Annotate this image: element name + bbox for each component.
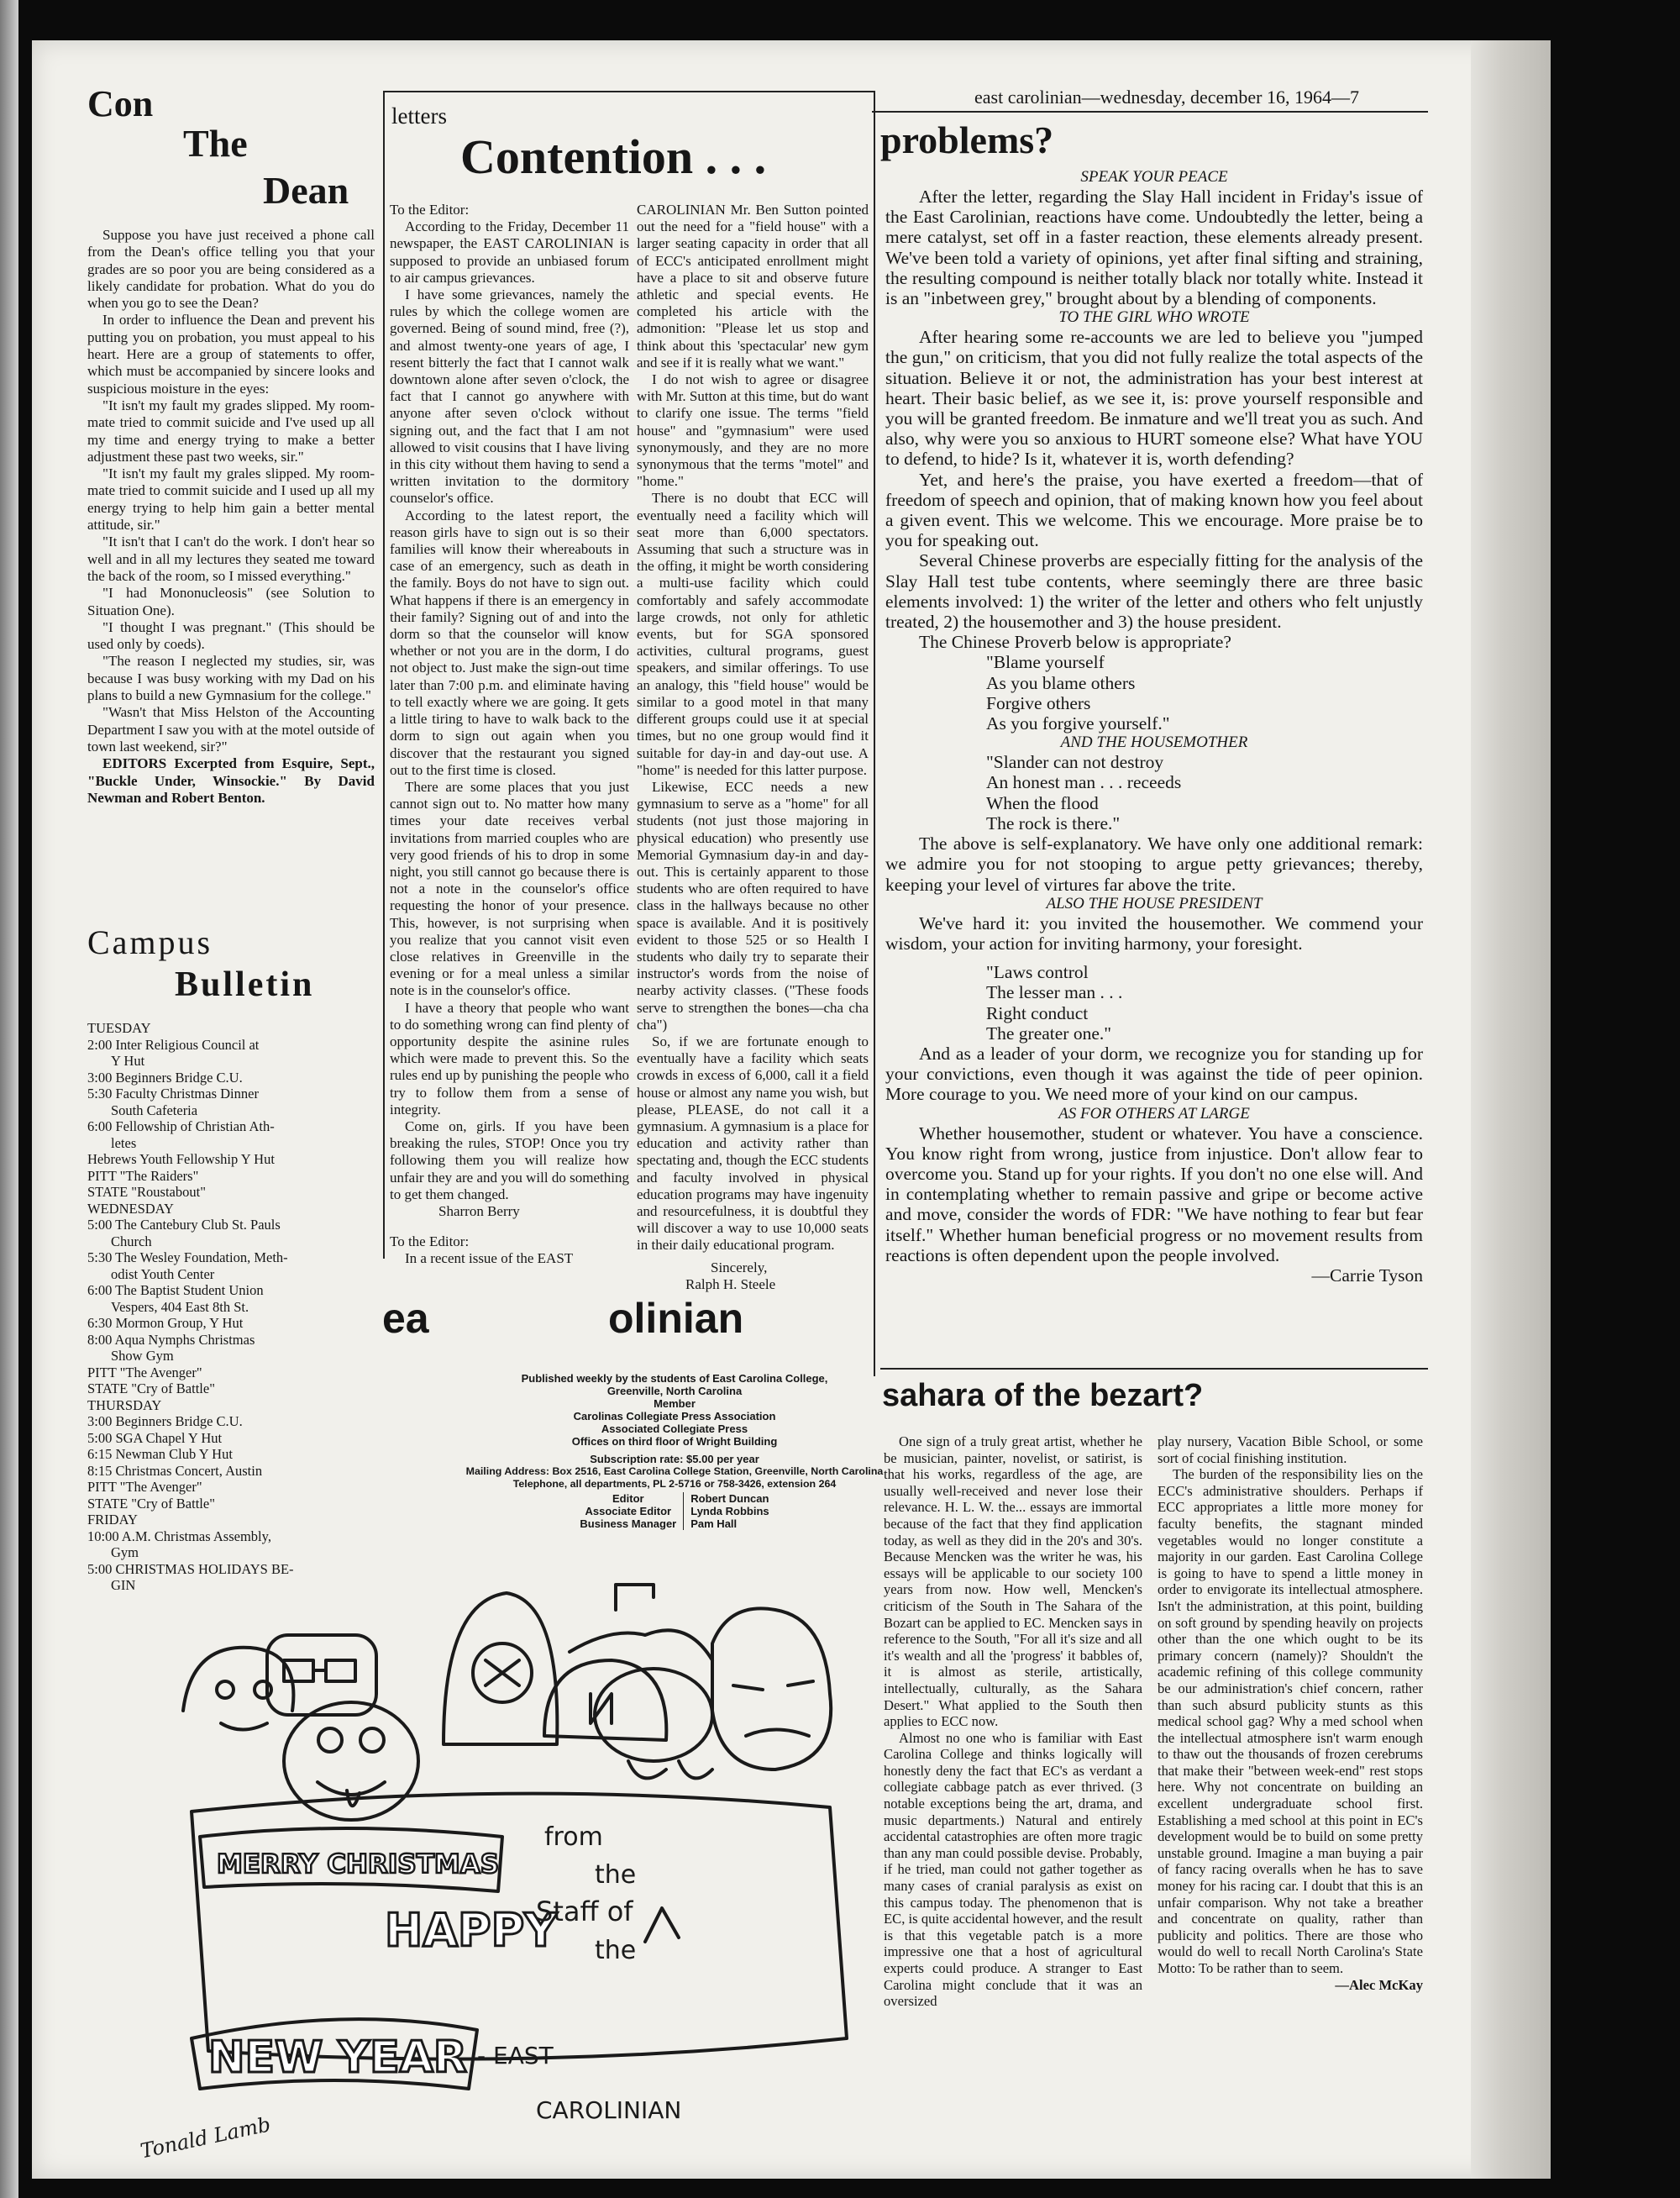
problems-paragraph: Several Chinese proverbs are especially fitting for the analysis of the Slay Hall test tube contents, where seemingly there are three basic elements involved: 1) the writer of the letter and others who felt unjustly treated, 2) the housemother and 3) the house president. bbox=[885, 550, 1423, 633]
staff-role: Editor bbox=[612, 1492, 644, 1505]
dean-paragraph: "It isn't my fault my grades slipped. My room-mate tried to commit suicide and I've used up all my time and energy trying to make a better adjustment these past two weeks, sir." bbox=[87, 397, 375, 465]
letter-paragraph: Likewise, ECC needs a new gymnasium to serve as a "home" for all students (not just those majoring in physical education) who presently use Memorial Gymnasium day-in and day-out. This is certainly apparent to those students who are often required to have class in the hallways because no other space is available. And it is positively evident to those 525 or so Health I students who daily try to separate their instructor's words from the noise of nearby activity classes. ("These foods serve to strengthen the bones—cha cha cha") bbox=[637, 778, 869, 1033]
masthead-line: Mailing Address: Box 2516, East Carolina College Station, Greenville, North Carolina bbox=[465, 1465, 884, 1477]
section-head: AND THE HOUSEMOTHER bbox=[1060, 734, 1248, 752]
verse-line: As you forgive yourself." bbox=[986, 713, 1170, 734]
cartoon-happy: HAPPY bbox=[385, 1904, 558, 1957]
letters-kicker: letters bbox=[391, 103, 447, 129]
verse-line: As you blame others bbox=[986, 672, 1136, 693]
section-body bbox=[885, 913, 1423, 954]
problems-paragraph: We've hard it: you invited the housemother. We commend your wisdom, your action for inviting harmony, your foresight. bbox=[885, 912, 1423, 954]
letter-paragraph: CAROLINIAN Mr. Ben Sutton pointed out the need for a "field house" with a larger seating capacity in order that all of ECC's anticipated enrollment might have a place to sit and observe future athletic and special events. He completed his article with the admonition: "Please let us stop and think about this 'spectacular' new gym and see if it is really what we want." bbox=[637, 202, 869, 371]
bulletin-item: Gym bbox=[111, 1544, 139, 1560]
staff-name: Robert Duncan bbox=[690, 1492, 769, 1505]
bulletin-item: 5:00 SGA Chapel Y Hut bbox=[87, 1429, 223, 1446]
section-body bbox=[885, 1044, 1423, 1105]
bulletin-day: WEDNESDAY bbox=[87, 1200, 174, 1217]
letter-paragraph: There are some places that you just cannot sign out to. No matter how many times your date receives verbal invitations from married couples who are very good friends of his to drop in some night, you still cannot go because there is not a note in the counselor's office requesting the honor of your presence. This, however, is not surprising when you realize that you cannot visit even close relatives in Greenville in the evening or for a meal unless a similar note is in the counselor's office. bbox=[390, 778, 629, 999]
newspaper-page bbox=[32, 40, 1551, 2179]
letter-two bbox=[637, 202, 869, 1293]
dean-paragraph: "The reason I neglected my studies, sir, was because I was busy working with my Dad on his plans to build a new Gymnasium for the college." bbox=[87, 653, 375, 704]
masthead-line: Greenville, North Carolina bbox=[606, 1385, 743, 1397]
letter-paragraph: I have a theory that people who want to do something wrong can find plenty of opportunity despite the asinine rules which were made to prevent this. So the rules end up by punishing the people who try to follow them from a sense of integrity. bbox=[390, 999, 629, 1117]
dean-paragraph: "I thought I was pregnant." (This should be used only by coeds). bbox=[87, 618, 375, 653]
dean-title-line2: Dean bbox=[263, 169, 349, 212]
bulletin-item: Church bbox=[111, 1233, 152, 1249]
bulletin-item: PITT "The Avenger" bbox=[87, 1479, 202, 1495]
masthead-logo-left: ea bbox=[382, 1295, 429, 1342]
bulletin-item: 2:00 Inter Religious Council at bbox=[87, 1036, 260, 1053]
page-gutter-shadow bbox=[0, 0, 18, 2198]
letter-one bbox=[390, 202, 629, 1268]
page-folio: east carolinian—wednesday, december 16, 1964—7 bbox=[974, 87, 1359, 108]
bulletin-day: FRIDAY bbox=[87, 1512, 138, 1528]
section-body bbox=[885, 833, 1423, 895]
left-kicker: Con bbox=[87, 83, 154, 124]
bulletin-item: 5:30 Faculty Christmas Dinner bbox=[87, 1086, 259, 1102]
bulletin-item: letes bbox=[111, 1134, 137, 1151]
section-head: ALSO THE HOUSE PRESIDENT bbox=[1046, 894, 1263, 912]
letter-salutation: To the Editor: bbox=[390, 202, 470, 218]
problems-title: problems? bbox=[880, 118, 1054, 161]
problems-paragraph: The above is self-explanatory. We have only one additional remark: we admire you for not stooping to argue petty grievances; thereby, keeping your level of virtures far above the trite. bbox=[885, 833, 1423, 895]
staff-role: Business Manager bbox=[580, 1517, 677, 1530]
cartoon-figure-n-helmet bbox=[544, 1660, 666, 1740]
bulletin-item: GIN bbox=[111, 1577, 136, 1593]
verse-line: The greater one." bbox=[986, 1023, 1112, 1044]
verse-line: "Slander can not destroy bbox=[986, 752, 1164, 773]
letter-paragraph: According to the latest report, the reason girls have to sign out is so their families will know their whereabouts in case of an emergency, such as death in the family. Boys do not have to sign out. What happens if there is an emergency in their family? Signing out of and into the dorm so that the counselor will know whether or not you are in the dorm, I do not object to. Just make the sign-out time later than 7:00 p.m. and eliminate having to tell exactly where we are going. It gets a little tiring to have to walk back to the dorm to sign out again when you discover that the restaurant you signed out to the first time is closed. bbox=[390, 507, 629, 778]
problems-paragraph: Whether housemother, student or whatever. You have a conscience. You know right from wrong, justice from injustice. Don't allow fear to overcome you. Stand up for your rights. If you don't no one else will. And in contemplating whether to remain passive and gripe or become active and move, consider the words of FDR: "We have nothing to fear but fear itself." Whether human beneficial progress or no movement results from reactions is often dependent upon the people involved. bbox=[885, 1123, 1423, 1265]
problems-paragraph: The Chinese Proverb below is appropriate? bbox=[919, 632, 1231, 653]
section-head: TO THE GIRL WHO WROTE bbox=[1058, 308, 1250, 327]
verse-line: The lesser man . . . bbox=[986, 982, 1123, 1003]
letter-closing: Sincerely, bbox=[711, 1259, 768, 1275]
bulletin-item: 8:15 Christmas Concert, Austin bbox=[87, 1462, 263, 1479]
bulletin-item: Hebrews Youth Fellowship Y Hut bbox=[87, 1151, 275, 1167]
bulletin-item: STATE "Roustabout" bbox=[87, 1184, 206, 1200]
bulletin-title-line1: Campus bbox=[87, 923, 213, 961]
cartoon-signature: Tonald Lamb bbox=[138, 2112, 273, 2164]
dean-paragraph: "It isn't my fault my grales slipped. My room-mate tried to commit suicide and I used up all my energy trying to help him gain a better mental attitude, sir." bbox=[87, 465, 375, 534]
verse-line: Right conduct bbox=[986, 1002, 1089, 1023]
letter-paragraph: Come on, girls. If you have been breaking the rules, STOP! Once you try following them you will realize how unfair they are and you will do something to get them changed. bbox=[390, 1117, 629, 1202]
problems-paragraph: Yet, and here's the praise, you have exerted a freedom—that of freedom of speech and opinion, that of making known how you feel about a given event. This we welcome. This we encourage. More praise be to you for speaking out. bbox=[885, 469, 1423, 551]
cartoon-east: - EAST bbox=[477, 2042, 554, 2069]
bulletin-item: South Cafeteria bbox=[111, 1102, 198, 1118]
letter-paragraph: I have some grievances, namely the rules by which the college women are governed. Being of sound mind, free (?), and almost twenty-one years of age, I resent bitterly the fact that I cannot walk downtown alone after seven o'clock, the fact that I cannot go anywhere with anyone after seven o'clock without signing out, and the fact that I am not allowed to visit cousins that I have living in this city without them having to send a written invitation to the dormitory counselor's office. bbox=[390, 287, 629, 507]
staff-name: Lynda Robbins bbox=[690, 1505, 769, 1517]
dean-paragraph: "Wasn't that Miss Helston of the Accounting Department I saw you with at the motel outside of town last weekend, sir?" bbox=[87, 704, 375, 755]
bulletin-item: 3:00 Beginners Bridge C.U. bbox=[87, 1413, 243, 1429]
letter-paragraph: There is no doubt that ECC will eventually need a facility which will seat more than 6,000 spectators. Assuming that such a structure was in the offing, it might be worth considering a multi-use facility which could comfortably and safely accommodate large crowds, not only for athletic events, but for SGA sponsored activities, cultural programs, guest speakers, and similar offerings. To use an analogy, this "field house" would be similar to a good motel in that many different groups could use it at special times, but no one group would find it suitable for day-in and day-out use. A "home" is needed for this latter purpose. bbox=[637, 490, 869, 778]
bulletin-day: TUESDAY bbox=[87, 1020, 151, 1036]
letters-top-rule bbox=[383, 91, 874, 92]
problems-paragraph: After the letter, regarding the Slay Hall incident in Friday's issue of the East Carolinian, reactions have come. Undoubtedly the letter, being a mere catalyst, set off in a faster reaction, these elements already present. We've been told a variety of opinions, yet after final sifting and straining, the resulting compound is neither totally black nor totally white. Instead it is an "inbetween grey," brought about by a blending of components. bbox=[885, 187, 1423, 309]
staff-role: Associate Editor bbox=[585, 1505, 672, 1517]
staff-roles bbox=[580, 1492, 684, 1530]
masthead-line: Member bbox=[654, 1397, 696, 1410]
cartoon-staff-of: Staff of bbox=[536, 1896, 633, 1927]
proverb-1 bbox=[986, 652, 1423, 734]
sahara-byline: —Alec McKay bbox=[1335, 1976, 1423, 1993]
dean-paragraph: "It isn't that I can't do the work. I don't hear so well and in all my lectures they seated me toward the back of the room, so I missed everything." bbox=[87, 534, 375, 584]
bulletin-item: Show Gym bbox=[111, 1348, 174, 1364]
cartoon-figure-hooded bbox=[444, 1593, 557, 1744]
bulletin-item: 5:00 CHRISTMAS HOLIDAYS BE- bbox=[87, 1560, 294, 1577]
bulletin-item: 10:00 A.M. Christmas Assembly, bbox=[87, 1528, 271, 1544]
masthead-staff bbox=[427, 1492, 922, 1530]
letter-signature: Ralph H. Steele bbox=[685, 1275, 776, 1292]
staff-name: Pam Hall bbox=[690, 1517, 738, 1530]
letter-signature: Sharron Berry bbox=[438, 1202, 520, 1219]
holiday-cartoon bbox=[138, 1568, 880, 2173]
masthead-line: Associated Collegiate Press bbox=[601, 1422, 748, 1435]
bulletin-item: 5:30 The Wesley Foundation, Meth- bbox=[87, 1249, 288, 1265]
bulletin-item: 3:00 Beginners Bridge C.U. bbox=[87, 1069, 243, 1086]
problems-article bbox=[885, 168, 1423, 1286]
letter-paragraph: So, if we are fortunate enough to eventually have a facility which seats crowds in excess of 6,000, call it a field house or almost any name you wish, but please, PLEASE, do not call it a gymnasium. A gymnasium is a place for education and activity rather than spectating and, though the ECC students and faculty involved in physical education programs may have ingenuity and resourcefulness, it is doubtful they will discover a way to use 10,000 seats in their daily educational program. bbox=[637, 1033, 869, 1254]
bulletin-item: odist Youth Center bbox=[111, 1265, 215, 1282]
sahara-col-2 bbox=[1158, 1433, 1423, 1993]
masthead-line: Offices on third floor of Wright Building bbox=[571, 1435, 778, 1448]
section-head: AS FOR OTHERS AT LARGE bbox=[1058, 1104, 1250, 1123]
bulletin-item: 6:15 Newman Club Y Hut bbox=[87, 1446, 233, 1462]
dean-article-body bbox=[87, 227, 375, 807]
letters-title: Contention . . . bbox=[460, 129, 767, 184]
sahara-paragraph: The burden of the responsibility lies on the ECC's administrative shoulders. Perhaps if ECC appropriates a little more money for faculty benefits, the stagnant minded vegetables would no longer constitute a majority in our garden. East Carolina College is going to have to spend a little money in order to envigorate its intellectual atmosphere. Isn't the administration, at this point, building on soft ground by spending heavily on projects other than the one which ought to be its primary concern (namely)? Shouldn't the academic refining of this college community be our administration's chief concern, rather than such absurd publicity stunts as this medical school gag? Why a med school when the intellectual atmosphere isn't warm enough to thaw out the thousands of frozen cerebrums that make their "between week-end" rest stops here. Why not concentrate on building an excellent undergraduate school first. Establishing a med school at this point in EC's development would be to build on some pretty unstable ground. Imagine a man buying a pair of fancy racing overalls when he has to save money for his racing car. I doubt that this is an unfair comparison. Why not take a breather and concentrate on quality, rather than publicity and politics. There are those who would do well to recall North Carolina's State Motto: To be rather than to seem. bbox=[1158, 1466, 1423, 1976]
column-rule-center bbox=[874, 91, 875, 1376]
verse-line: "Laws control bbox=[986, 962, 1089, 983]
cartoon-carolinian: CAROLINIAN bbox=[536, 2096, 682, 2124]
masthead-info bbox=[427, 1372, 922, 1530]
bulletin-day: THURSDAY bbox=[87, 1396, 162, 1413]
cartoon-merry-christmas: MERRY CHRISTMAS bbox=[217, 1849, 500, 1880]
cartoon-the: the bbox=[595, 1860, 637, 1890]
bulletin-item: 6:30 Mormon Group, Y Hut bbox=[87, 1315, 244, 1331]
sahara-paragraph: One sign of a truly great artist, whether he be musician, painter, novelist, or satirist, is that his works, regardless of the age, are usually well-received and never lose their relevance. H. L. W. the... essays are immortal because of the fact that they find application today, as well as they did in the 20's and 30's. Because Mencken was the writer he was, his essays will be applicable to our society 100 years from now. How well, Mencken's criticism of the South in The Sahara of the Bozart can be applied to EC. Mencken says in reference to the South, "For all it's size and all it's wealth and all the 'progress' it babbles of, it is almost as sterile, artistically, intellectually, culturally, as the Sahara Desert." What applied to the South then applies to ECC now. bbox=[884, 1433, 1142, 1730]
sahara-paragraph: Almost no one who is familiar with East Carolina College and thinks logically will honestly deny the fact that EC's as verdant a collegiate cabbage patch as ever thrived. (3 notable exceptions being the art, drama, and music departments.) Natural and entirely accidental catastrophies are often more tragic than any man could possible devise. Probably, if he tried, man could not gather together as many cases of cranial paralysis as exist on this campus today. The phenomenon that is EC, is quite accidental however, and the result is that this vegetable patch is a more impressive one that a host of agricultural experts could produce. A stranger to East Carolina might conclude that it was an oversized bbox=[884, 1729, 1142, 2010]
cartoon-figure-faucet bbox=[570, 1585, 712, 1778]
cartoon-figure-helmet bbox=[183, 1648, 293, 1730]
verse-line: "Blame yourself bbox=[986, 652, 1105, 673]
column-rule-left bbox=[383, 91, 385, 1259]
bulletin-list bbox=[87, 1020, 377, 1594]
bulletin-item: 5:00 The Cantebury Club St. Pauls bbox=[87, 1217, 281, 1233]
section-head: SPEAK YOUR PEACE bbox=[1080, 168, 1228, 186]
cartoon-new-year: NEW YEAR bbox=[208, 2032, 467, 2083]
verse-line: An honest man . . . receeds bbox=[986, 772, 1182, 793]
dean-paragraph: Suppose you have just received a phone call from the Dean's office telling you that your grades are so poor you are being considered as a likely candidate for probation. What do you do when you go to see the Dean? bbox=[87, 227, 375, 312]
masthead-line: Telephone, all departments, PL 2-5716 or 758-3426, extension 264 bbox=[512, 1478, 837, 1490]
dean-credit: EDITORS Excerpted from Esquire, Sept., "Buckle Under, Winsockie." By David Newman and Robert Benton. bbox=[87, 755, 375, 806]
verse-line: When the flood bbox=[986, 792, 1099, 813]
section-body bbox=[885, 327, 1423, 652]
problems-paragraph: And as a leader of your dorm, we recognize you for standing up for your convictions, even though it was against the tide of peer opinion. More courage to you. We need more of your kind on our campus. bbox=[885, 1043, 1423, 1105]
verse-line: The rock is there." bbox=[986, 812, 1121, 833]
sahara-col-1 bbox=[884, 1433, 1142, 2010]
problems-paragraph: After hearing some re-accounts we are led to believe you "jumped the gun," on criticism, that you did not fully realize the total aspects of the situation. Believe it or not, the administration has your best interest at heart. Their basic belief, as we see it, is: prove yourself responsible and you will be granted freedom. Be inmature and we'll treat you as such. And also, why were you so anxious to HURT someone else? What have YOU to defend, to hide? Is it, whatever it is, worth defending? bbox=[885, 327, 1423, 470]
masthead-logo-right: olinian bbox=[608, 1295, 744, 1342]
bulletin-item: 6:00 The Baptist Student Union bbox=[87, 1282, 264, 1298]
bulletin-item: 6:00 Fellowship of Christian Ath- bbox=[87, 1118, 275, 1134]
bulletin-item: Y Hut bbox=[111, 1053, 145, 1069]
letter-salutation: To the Editor: bbox=[390, 1233, 470, 1250]
problems-byline: —Carrie Tyson bbox=[1311, 1265, 1423, 1286]
cartoon-from: from bbox=[544, 1822, 603, 1852]
dean-title-line1: The bbox=[183, 122, 248, 165]
letter-paragraph: According to the Friday, December 11 newspaper, the EAST CAROLINIAN is supposed to provide an unbiased forum to air campus grievances. bbox=[390, 218, 629, 286]
page-edge-stack bbox=[1471, 40, 1551, 2179]
proverb-3 bbox=[986, 962, 1423, 1044]
bulletin-item: PITT "The Raiders" bbox=[87, 1167, 199, 1184]
section-body bbox=[885, 187, 1423, 308]
section-body bbox=[885, 1123, 1423, 1265]
verse-line: Forgive others bbox=[986, 692, 1091, 713]
letter-paragraph: I do not wish to agree or disagree with Mr. Sutton at this time, but do want to clarify one issue. The terms "field house" and "gymnasium" were used synonymously, and they are no more synonymous that the terms "motel" and "home." bbox=[637, 371, 869, 490]
masthead-line: Subscription rate: $5.00 per year bbox=[590, 1453, 759, 1465]
staff-names bbox=[684, 1492, 769, 1530]
sahara-title: sahara of the bezart? bbox=[882, 1378, 1204, 1413]
bulletin-item: STATE "Cry of Battle" bbox=[87, 1495, 215, 1512]
cartoon-exclaim bbox=[645, 1908, 679, 1942]
letter-paragraph: In a recent issue of the EAST bbox=[405, 1250, 574, 1267]
masthead-line: Carolinas Collegiate Press Association bbox=[573, 1410, 776, 1422]
bulletin-item: 8:00 Aqua Nymphs Christmas bbox=[87, 1331, 255, 1348]
bulletin-title-line2: Bulletin bbox=[175, 965, 315, 1004]
bulletin-item: Vespers, 404 East 8th St. bbox=[111, 1298, 249, 1315]
folio-rule bbox=[872, 111, 1428, 113]
dean-paragraph: In order to influence the Dean and prevent his putting you on probation, you must appeal to his heart. Here are a group of statements to offer, which must be accompanied by sincere looks and suspicious moisture in the eyes: bbox=[87, 312, 375, 397]
cartoon-figure-tired bbox=[712, 1608, 831, 1769]
masthead-line: Published weekly by the students of East Carolina College, bbox=[521, 1372, 828, 1385]
sahara-top-rule bbox=[880, 1368, 1428, 1370]
bulletin-item: STATE "Cry of Battle" bbox=[87, 1380, 215, 1396]
proverb-2 bbox=[986, 752, 1423, 833]
cartoon-the-2: the bbox=[595, 1936, 637, 1965]
dean-paragraph: "I had Mononucleosis" (see Solution to Situation One). bbox=[87, 585, 375, 618]
bulletin-item: PITT "The Avenger" bbox=[87, 1364, 202, 1380]
sahara-paragraph: play nursery, Vacation Bible School, or some sort of cocial finishing institution. bbox=[1158, 1433, 1423, 1466]
